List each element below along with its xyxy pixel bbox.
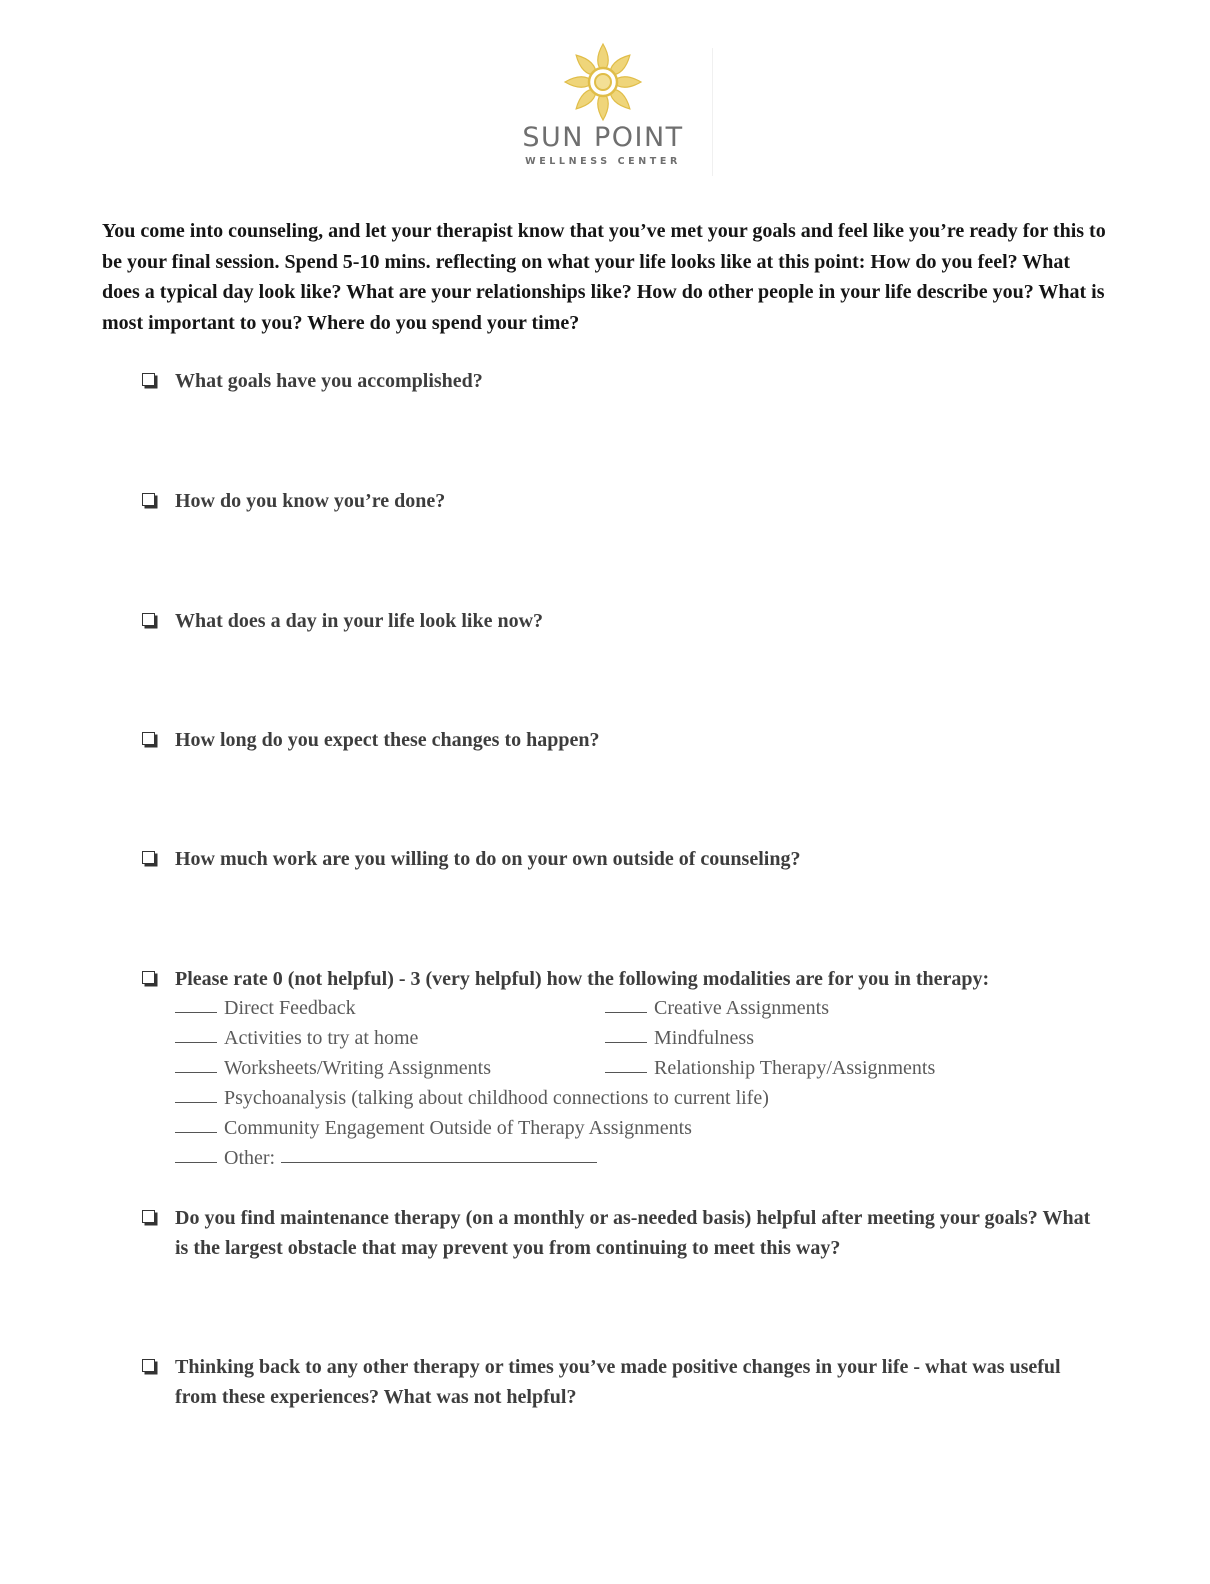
- rating-label: Activities to try at home: [224, 1027, 419, 1049]
- rating-item[interactable]: [175, 1023, 418, 1053]
- ratings-list: [175, 993, 1075, 1178]
- rating-blank[interactable]: [175, 1028, 217, 1043]
- rating-label: Psychoanalysis (talking about childhood connections to current life): [224, 1087, 769, 1109]
- question-text: Please rate 0 (not helpful) - 3 (very helpful) how the following modalities are for you in therapy:: [175, 968, 990, 990]
- rating-blank[interactable]: [605, 1058, 647, 1073]
- checkbox[interactable]: [142, 373, 155, 386]
- brand-name: SUN POINT: [522, 122, 684, 153]
- checkbox[interactable]: [142, 1359, 155, 1372]
- question-know-done[interactable]: [140, 486, 1100, 516]
- rating-blank[interactable]: [175, 1118, 217, 1133]
- rating-blank[interactable]: [175, 1088, 217, 1103]
- rating-item-other[interactable]: [175, 1143, 597, 1173]
- rating-label: Relationship Therapy/Assignments: [654, 1057, 936, 1079]
- rating-label: Creative Assignments: [654, 997, 829, 1019]
- rating-item[interactable]: [175, 1083, 769, 1113]
- rating-label: Direct Feedback: [224, 997, 356, 1019]
- rating-item[interactable]: [605, 1023, 754, 1053]
- question-text: How much work are you willing to do on your own outside of counseling?: [175, 848, 801, 870]
- rating-label: Mindfulness: [654, 1027, 754, 1049]
- question-past-therapy[interactable]: [140, 1352, 1100, 1412]
- checkbox[interactable]: [142, 493, 155, 506]
- question-maintenance-therapy[interactable]: [140, 1203, 1100, 1263]
- rating-item[interactable]: [605, 1053, 935, 1083]
- rating-item[interactable]: [175, 993, 356, 1023]
- question-how-long[interactable]: [140, 725, 1100, 755]
- question-text: Do you find maintenance therapy (on a monthly or as-needed basis) helpful after meeting your goals? What is the largest obstacle that may prevent you from continuing to meet this way?: [175, 1207, 1091, 1259]
- other-input-line[interactable]: [281, 1148, 597, 1163]
- rating-item[interactable]: [175, 1053, 491, 1083]
- checkbox[interactable]: [142, 1210, 155, 1223]
- question-text: Thinking back to any other therapy or times you’ve made positive changes in your life - what was useful from these experiences? What was not helpful?: [175, 1356, 1061, 1408]
- question-goals-accomplished[interactable]: [140, 366, 1100, 396]
- checkbox[interactable]: [142, 971, 155, 984]
- logo-divider: [712, 48, 713, 176]
- rating-label: Other:: [224, 1147, 276, 1169]
- rating-blank[interactable]: [175, 998, 217, 1013]
- question-text: How long do you expect these changes to happen?: [175, 729, 600, 751]
- checkbox[interactable]: [142, 613, 155, 626]
- question-text: How do you know you’re done?: [175, 490, 446, 512]
- checkbox[interactable]: [142, 732, 155, 745]
- rating-label: Worksheets/Writing Assignments: [224, 1057, 492, 1079]
- brand-subtitle: WELLNESS CENTER: [525, 156, 681, 167]
- rating-blank[interactable]: [605, 998, 647, 1013]
- question-text: What does a day in your life look like now?: [175, 610, 544, 632]
- question-day-in-life[interactable]: [140, 606, 1100, 636]
- rating-item[interactable]: [175, 1113, 692, 1143]
- rating-item[interactable]: [605, 993, 829, 1023]
- intro-paragraph: You come into counseling, and let your therapist know that you’ve met your goals and feel like you’re ready for this to be your final session. Spend 5-10 mins. reflecting on what your life looks like at this point: How do you feel? What does a typical day look like? What are your relationships like? How do other people in your life describe you? What is most important to you? Where do you spend your time?: [102, 220, 1106, 334]
- question-work-willing[interactable]: [140, 844, 1100, 874]
- rating-blank[interactable]: [175, 1058, 217, 1073]
- question-rate-modalities[interactable]: [140, 964, 1100, 994]
- rating-blank[interactable]: [605, 1028, 647, 1043]
- sun-flower-icon: [563, 42, 643, 122]
- checkbox[interactable]: [142, 851, 155, 864]
- rating-blank[interactable]: [175, 1148, 217, 1163]
- rating-label: Community Engagement Outside of Therapy Assignments: [224, 1117, 692, 1139]
- logo: [505, 38, 705, 178]
- question-text: What goals have you accomplished?: [175, 370, 483, 392]
